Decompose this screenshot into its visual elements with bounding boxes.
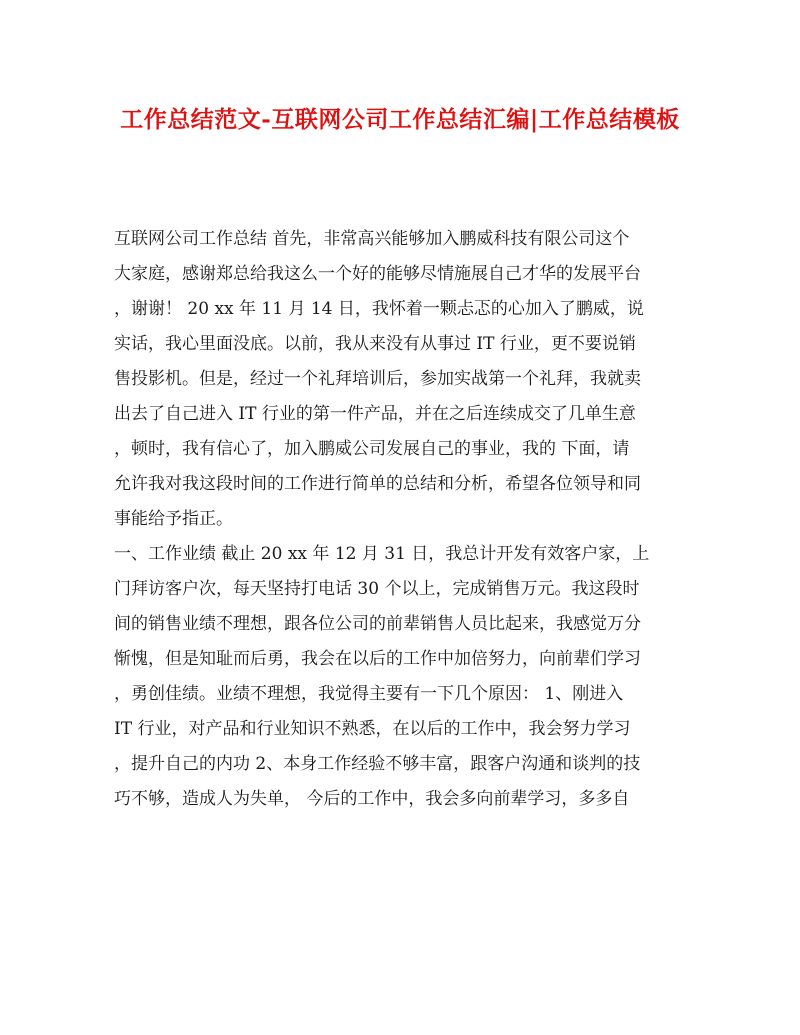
- body-line: 巧不够，造成人为失单， 今后的工作中，我会多向前辈学习，多多自: [114, 789, 630, 809]
- body-line: 间的销售业绩不理想，跟各位公司的前辈销售人员比起来，我感觉万分: [114, 614, 641, 634]
- body-line: 出去了自己进入 IT 行业的第一件产品，并在之后连续成交了几单生意: [114, 404, 636, 424]
- body-line: 门拜访客户次，每天坚持打电话 30 个以上，完成销售万元。我这段时: [114, 579, 640, 599]
- body-line: 事能给予指正。: [114, 509, 233, 529]
- body-line: IT 行业，对产品和行业知识不熟悉，在以后的工作中，我会努力学习: [114, 719, 631, 739]
- body-line: ，顿时，我有信心了，加入鹏威公司发展自己的事业，我的 下面，请: [114, 439, 630, 459]
- body-line: ，谢谢！ 20 xx 年 11 月 14 日，我怀着一颗忐忑的心加入了鹏威，说: [114, 299, 644, 319]
- body-line: 惭愧，但是知耻而后勇，我会在以后的工作中加倍努力，向前辈们学习: [114, 649, 641, 669]
- body-line: 互联网公司工作总结 首先，非常高兴能够加入鹏威科技有限公司这个: [114, 229, 630, 249]
- body-line: ，勇创佳绩。业绩不理想，我觉得主要有一下几个原因： 1、刚进入: [114, 684, 624, 704]
- body-line: 实话，我心里面没底。以前，我从来没有从事过 IT 行业，更不要说销: [114, 334, 636, 354]
- body-line: 售投影机。但是，经过一个礼拜培训后，参加实战第一个礼拜，我就卖: [114, 369, 641, 389]
- body-line: 大家庭，感谢郑总给我这么一个好的能够尽情施展自己才华的发展平台: [114, 264, 641, 284]
- body-line: 允许我对我这段时间的工作进行简单的总结和分析，希望各位领导和同: [114, 474, 641, 494]
- document-body: [114, 222, 694, 817]
- body-line: ，提升自己的内功 2、本身工作经验不够丰富，跟客户沟通和谈判的技: [114, 754, 641, 774]
- body-line: 一、工作业绩 截止 20 xx 年 12 月 31 日，我总计开发有效客户家，上: [114, 544, 650, 564]
- document-title: 工作总结范文-互联网公司工作总结汇编|工作总结模板: [120, 106, 680, 133]
